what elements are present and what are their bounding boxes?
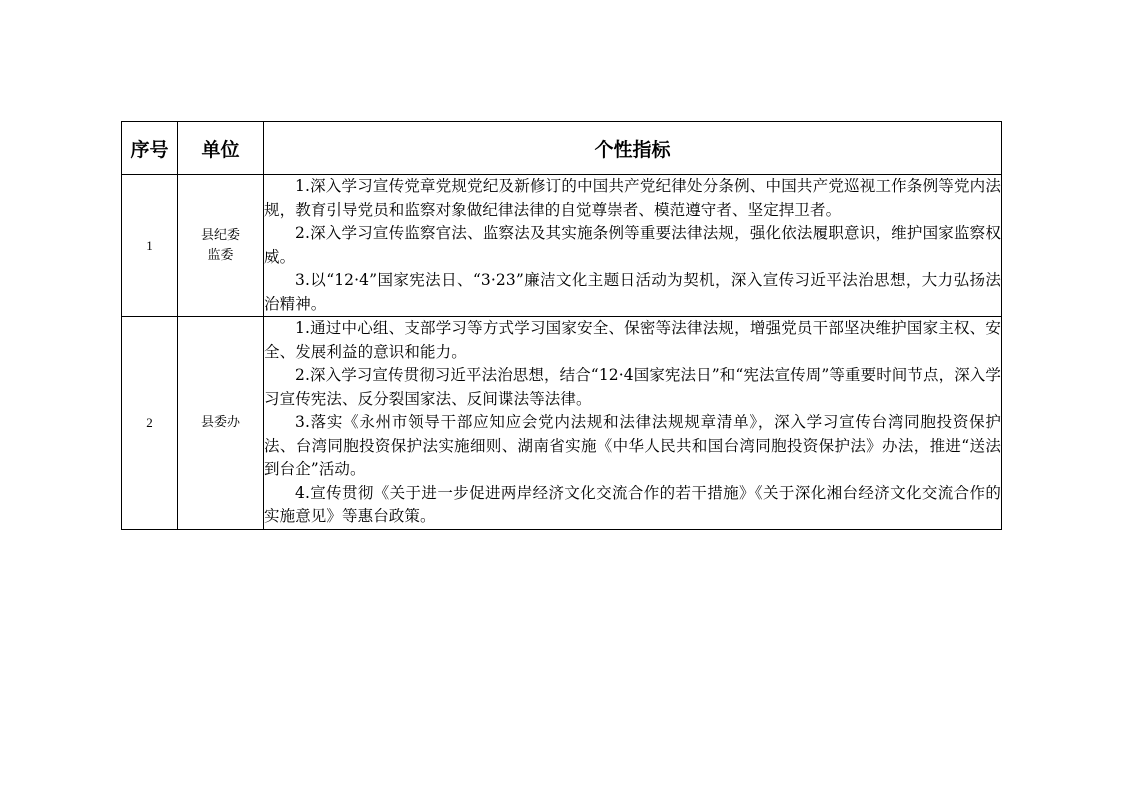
header-indicator: 个性指标: [264, 122, 1002, 175]
row-indicators: [264, 175, 1002, 317]
row-unit: [178, 175, 264, 317]
indicator-item: 1.通过中心组、支部学习等方式学习国家安全、保密等法律法规，增强党员干部坚决维护国家主权、安全、发展利益的意识和能力。: [264, 319, 1001, 361]
header-seq: 序号: [122, 122, 178, 175]
row-indicators: [264, 317, 1002, 530]
header-unit: 单位: [178, 122, 264, 175]
indicator-item: 2.深入学习宣传贯彻习近平法治思想，结合“12·4国家宪法日”和“宪法宣传周”等重要时间节点，深入学习宣传宪法、反分裂国家法、反间谍法等法律。: [264, 366, 1001, 408]
indicator-item: 4.宣传贯彻《关于进一步促进两岸经济文化交流合作的若干措施》《关于深化湘台经济文化交流合作的实施意见》等惠台政策。: [264, 483, 1001, 525]
row-seq: 1: [122, 175, 178, 317]
unit-line: 县纪委: [200, 227, 240, 243]
indicator-table: [121, 121, 1002, 530]
unit-line: 监委: [207, 247, 234, 263]
indicator-item: 2.深入学习宣传监察官法、监察法及其实施条例等重要法律法规，强化依法履职意识，维护国家监察权威。: [264, 224, 1001, 266]
table-header-row: [122, 122, 1002, 175]
indicator-item: 3.落实《永州市领导干部应知应会党内法规和法律法规规章清单》，深入学习宣传台湾同胞投资保护法、台湾同胞投资保护法实施细则、湖南省实施《中华人民共和国台湾同胞投资保护法》办法，推进“送法到台企”活动。: [264, 413, 1001, 478]
row-seq: 2: [122, 317, 178, 530]
unit-line: 县委办: [200, 414, 240, 430]
indicator-item: 1.深入学习宣传党章党规党纪及新修订的中国共产党纪律处分条例、中国共产党巡视工作条例等党内法规，教育引导党员和监察对象做纪律法律的自觉尊崇者、模范遵守者、坚定捍卫者。: [264, 177, 1001, 219]
table-row: [122, 175, 1002, 317]
table-row: [122, 317, 1002, 530]
row-unit: [178, 317, 264, 530]
indicator-item: 3.以“12·4”国家宪法日、“3·23”廉洁文化主题日活动为契机，深入宣传习近平法治思想，大力弘扬法治精神。: [264, 271, 1001, 313]
